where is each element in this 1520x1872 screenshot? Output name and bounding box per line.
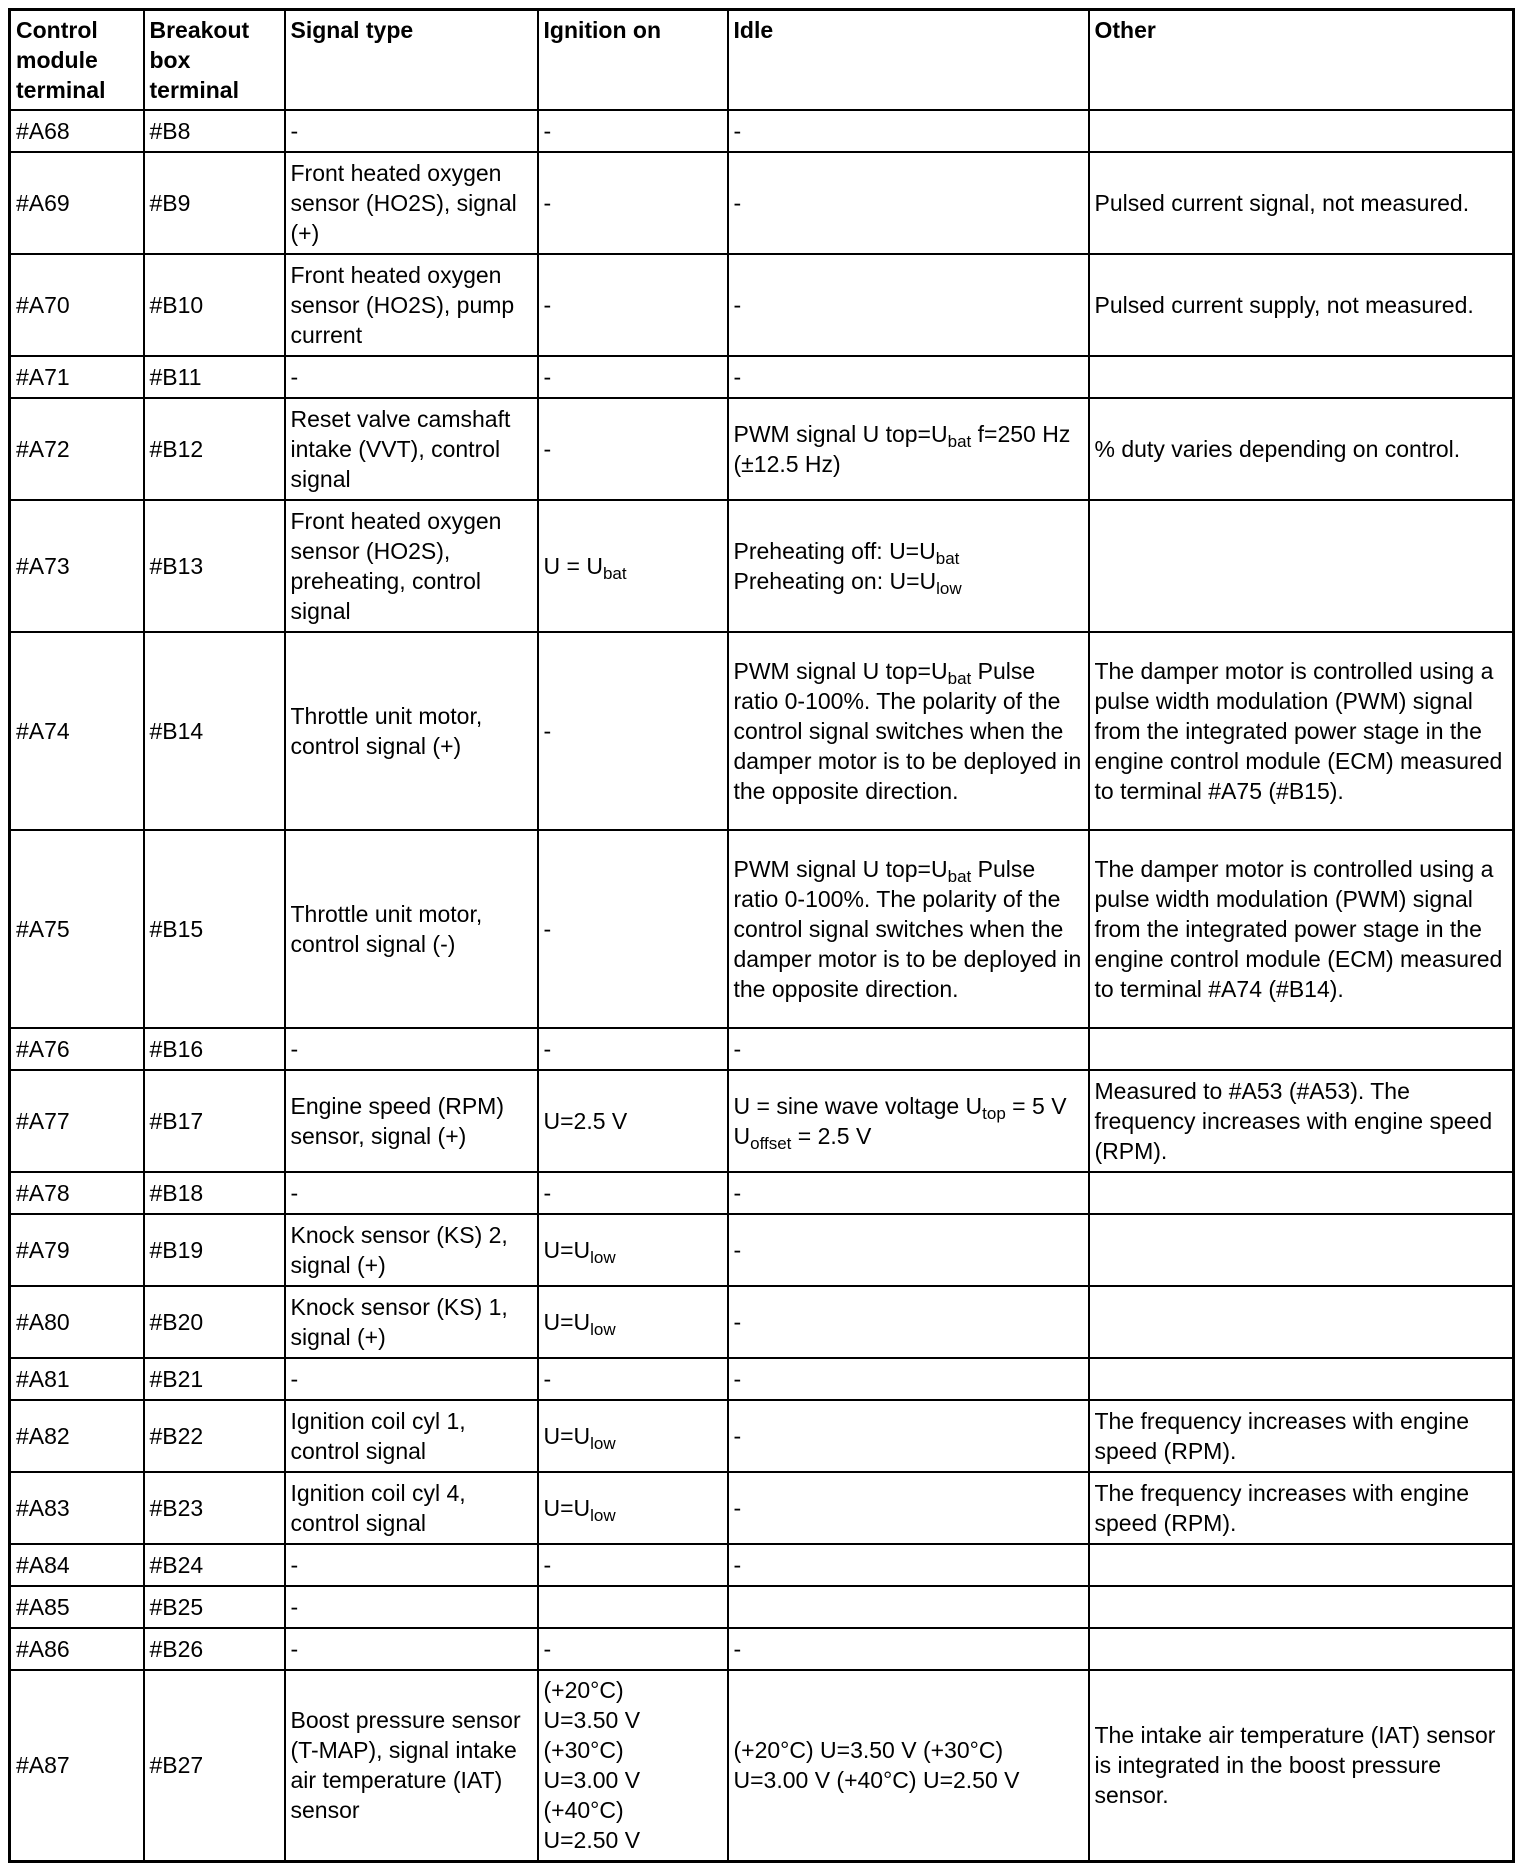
cell-signal: - — [285, 1358, 538, 1400]
table-body — [10, 110, 1514, 1862]
cell-signal: Throttle unit motor, control signal (-) — [285, 830, 538, 1028]
table-row — [10, 1472, 1514, 1544]
cell-other — [1089, 1172, 1514, 1214]
cell-other — [1089, 1544, 1514, 1586]
cell-terminal: #A73 — [10, 500, 144, 632]
cell-idle: - — [728, 152, 1089, 254]
cell-signal: - — [285, 1628, 538, 1670]
cell-breakout: #B20 — [144, 1286, 285, 1358]
cell-signal: Front heated oxygen sensor (HO2S), preheating, control signal — [285, 500, 538, 632]
cell-breakout: #B16 — [144, 1028, 285, 1070]
header-other: Other — [1089, 10, 1514, 110]
cell-signal: - — [285, 1172, 538, 1214]
cell-signal: - — [285, 1544, 538, 1586]
cell-other: The damper motor is controlled using a pulse width modulation (PWM) signal from the integrated power stage in the engine control module (ECM) measured to terminal #A75 (#B15). — [1089, 632, 1514, 830]
cell-terminal: #A85 — [10, 1586, 144, 1628]
cell-breakout: #B27 — [144, 1670, 285, 1862]
cell-signal: Reset valve camshaft intake (VVT), control signal — [285, 398, 538, 500]
cell-other — [1089, 110, 1514, 152]
cell-other — [1089, 500, 1514, 632]
table-row — [10, 254, 1514, 356]
cell-idle: PWM signal U $top=U_{bat}$ Pulse ratio 0-100%. The polarity of the control signal switches when the damper motor is to be deployed in the opposite direction. — [728, 830, 1089, 1028]
cell-ignition: $U=U_{low}$ — [538, 1214, 728, 1286]
cell-terminal: #A75 — [10, 830, 144, 1028]
table-row — [10, 1544, 1514, 1586]
cell-breakout: #B17 — [144, 1070, 285, 1172]
cell-other: The damper motor is controlled using a pulse width modulation (PWM) signal from the integrated power stage in the engine control module (ECM) measured to terminal #A74 (#B14). — [1089, 830, 1514, 1028]
header-idle: Idle — [728, 10, 1089, 110]
cell-ignition: - — [538, 1172, 728, 1214]
cell-terminal: #A78 — [10, 1172, 144, 1214]
cell-other: The frequency increases with engine speed (RPM). — [1089, 1472, 1514, 1544]
cell-line: U=3.50 V — [543, 1707, 641, 1734]
cell-terminal: #A77 — [10, 1070, 144, 1172]
table-row — [10, 1028, 1514, 1070]
cell-other: Pulsed current supply, not measured. — [1089, 254, 1514, 356]
cell-breakout: #B8 — [144, 110, 285, 152]
cell-breakout: #B22 — [144, 1400, 285, 1472]
cell-line: U=2.50 V — [543, 1827, 641, 1854]
cell-ignition: - — [538, 1358, 728, 1400]
cell-other — [1089, 1628, 1514, 1670]
cell-idle: - — [728, 1286, 1089, 1358]
header-breakout-box-terminal: Breakout box terminal — [144, 10, 285, 110]
cell-ignition: - — [538, 110, 728, 152]
cell-idle: - — [728, 1028, 1089, 1070]
cell-other — [1089, 1286, 1514, 1358]
cell-signal: Throttle unit motor, control signal (+) — [285, 632, 538, 830]
cell-breakout: #B10 — [144, 254, 285, 356]
header-ignition-on: Ignition on — [538, 10, 728, 110]
cell-idle: - — [728, 1472, 1089, 1544]
cell-terminal: #A71 — [10, 356, 144, 398]
cell-ignition: - — [538, 1544, 728, 1586]
cell-idle: - — [728, 110, 1089, 152]
cell-signal: Front heated oxygen sensor (HO2S), signal (+) — [285, 152, 538, 254]
cell-ignition: $U=U_{low}$ — [538, 1472, 728, 1544]
cell-terminal: #A69 — [10, 152, 144, 254]
cell-idle — [728, 1586, 1089, 1628]
table-row — [10, 1172, 1514, 1214]
cell-terminal: #A84 — [10, 1544, 144, 1586]
cell-ignition: U=2.5 V — [538, 1070, 728, 1172]
cell-signal: Engine speed (RPM) sensor, signal (+) — [285, 1070, 538, 1172]
table-header-row — [10, 10, 1514, 110]
cell-ignition: $U=U_{low}$ — [538, 1400, 728, 1472]
cell-idle: PWM signal U $top=U_{bat}$ f=250 Hz (±12.5 Hz) — [728, 398, 1089, 500]
cell-signal: Knock sensor (KS) 2, signal (+) — [285, 1214, 538, 1286]
cell-signal: - — [285, 356, 538, 398]
cell-idle: - — [728, 1544, 1089, 1586]
cell-breakout: #B11 — [144, 356, 285, 398]
table-row — [10, 632, 1514, 830]
cell-other: % duty varies depending on control. — [1089, 398, 1514, 500]
cell-terminal: #A70 — [10, 254, 144, 356]
cell-ignition: - — [538, 254, 728, 356]
cell-breakout: #B18 — [144, 1172, 285, 1214]
table-row — [10, 500, 1514, 632]
cell-line: (+40°C) — [543, 1797, 624, 1824]
cell-breakout: #B14 — [144, 632, 285, 830]
cell-ignition: - — [538, 632, 728, 830]
table-row — [10, 830, 1514, 1028]
cell-idle: - — [728, 356, 1089, 398]
table-row — [10, 1070, 1514, 1172]
cell-line: U=3.00 V — [543, 1767, 641, 1794]
cell-idle: - — [728, 1628, 1089, 1670]
cell-breakout: #B19 — [144, 1214, 285, 1286]
cell-terminal: #A68 — [10, 110, 144, 152]
cell-terminal: #A74 — [10, 632, 144, 830]
cell-idle: - — [728, 1214, 1089, 1286]
cell-breakout: #B26 — [144, 1628, 285, 1670]
terminal-signal-table — [8, 8, 1515, 1863]
table-row — [10, 1400, 1514, 1472]
cell-ignition — [538, 1586, 728, 1628]
cell-breakout: #B15 — [144, 830, 285, 1028]
cell-terminal: #A79 — [10, 1214, 144, 1286]
cell-ignition: - — [538, 1628, 728, 1670]
cell-breakout: #B25 — [144, 1586, 285, 1628]
cell-line: Preheating off: $U=U_{bat}$ — [733, 537, 960, 568]
cell-signal: - — [285, 1028, 538, 1070]
cell-idle: - — [728, 254, 1089, 356]
cell-breakout: #B12 — [144, 398, 285, 500]
table-row — [10, 1286, 1514, 1358]
cell-line: (+20°C) — [543, 1677, 624, 1704]
cell-breakout: #B9 — [144, 152, 285, 254]
cell-signal: Ignition coil cyl 4, control signal — [285, 1472, 538, 1544]
table-row — [10, 152, 1514, 254]
cell-other: The frequency increases with engine speed (RPM). — [1089, 1400, 1514, 1472]
cell-other: Pulsed current signal, not measured. — [1089, 152, 1514, 254]
table-row — [10, 1358, 1514, 1400]
cell-terminal: #A80 — [10, 1286, 144, 1358]
cell-signal: Front heated oxygen sensor (HO2S), pump current — [285, 254, 538, 356]
cell-breakout: #B21 — [144, 1358, 285, 1400]
cell-ignition: - — [538, 152, 728, 254]
header-signal-type: Signal type — [285, 10, 538, 110]
cell-ignition: $U=U_{low}$ — [538, 1286, 728, 1358]
cell-terminal: #A86 — [10, 1628, 144, 1670]
cell-ignition: $U = U_{bat}$ — [538, 500, 728, 632]
cell-ignition — [538, 1670, 728, 1862]
cell-idle: - — [728, 1172, 1089, 1214]
table-row — [10, 1586, 1514, 1628]
cell-other: Measured to #A53 (#A53). The frequency increases with engine speed (RPM). — [1089, 1070, 1514, 1172]
cell-other — [1089, 1214, 1514, 1286]
cell-breakout: #B23 — [144, 1472, 285, 1544]
document-page — [8, 8, 1515, 1863]
cell-other — [1089, 1586, 1514, 1628]
cell-signal: Ignition coil cyl 1, control signal — [285, 1400, 538, 1472]
cell-terminal: #A81 — [10, 1358, 144, 1400]
table-row — [10, 1670, 1514, 1862]
cell-signal: - — [285, 1586, 538, 1628]
cell-line: Preheating on: $U=U_{low}$ — [733, 567, 962, 598]
cell-signal: Boost pressure sensor (T-MAP), signal intake air temperature (IAT) sensor — [285, 1670, 538, 1862]
cell-signal: - — [285, 110, 538, 152]
cell-idle: - — [728, 1400, 1089, 1472]
cell-terminal: #A72 — [10, 398, 144, 500]
cell-idle: U = sine wave voltage $U_{top} = 5$ V $U_{offset} = 2.5$ V — [728, 1070, 1089, 1172]
header-control-module-terminal: Control module terminal — [10, 10, 144, 110]
table-row — [10, 1214, 1514, 1286]
cell-other — [1089, 1358, 1514, 1400]
cell-terminal: #A83 — [10, 1472, 144, 1544]
cell-terminal: #A87 — [10, 1670, 144, 1862]
cell-breakout: #B13 — [144, 500, 285, 632]
cell-ignition: - — [538, 398, 728, 500]
cell-signal: Knock sensor (KS) 1, signal (+) — [285, 1286, 538, 1358]
cell-terminal: #A82 — [10, 1400, 144, 1472]
table-row — [10, 1628, 1514, 1670]
cell-breakout: #B24 — [144, 1544, 285, 1586]
cell-other: The intake air temperature (IAT) sensor is integrated in the boost pressure sensor. — [1089, 1670, 1514, 1862]
cell-ignition: - — [538, 1028, 728, 1070]
table-row — [10, 110, 1514, 152]
cell-ignition: - — [538, 356, 728, 398]
table-row — [10, 356, 1514, 398]
cell-ignition: - — [538, 830, 728, 1028]
cell-terminal: #A76 — [10, 1028, 144, 1070]
cell-other — [1089, 1028, 1514, 1070]
table-row — [10, 398, 1514, 500]
cell-idle: - — [728, 1358, 1089, 1400]
cell-idle: (+20°C) U=3.50 V (+30°C) U=3.00 V (+40°C) U=2.50 V — [728, 1670, 1089, 1862]
cell-other — [1089, 356, 1514, 398]
cell-line: (+30°C) — [543, 1737, 624, 1764]
cell-idle: PWM signal U $top=U_{bat}$ Pulse ratio 0-100%. The polarity of the control signal switches when the damper motor is to be deployed in the opposite direction. — [728, 632, 1089, 830]
cell-idle — [728, 500, 1089, 632]
